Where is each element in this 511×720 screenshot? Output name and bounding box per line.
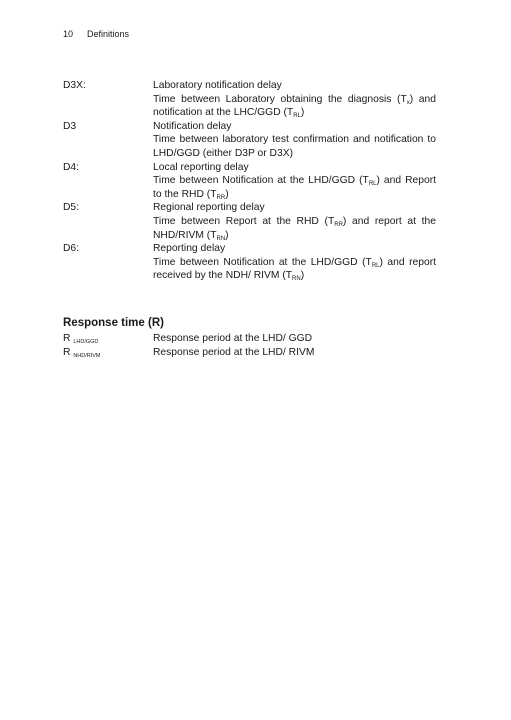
definition-explanation bbox=[153, 215, 436, 242]
response-time-list bbox=[63, 332, 436, 359]
definition-title: Reporting delay bbox=[153, 243, 226, 255]
explanation-text: Time between Report at the RHD (T bbox=[153, 215, 335, 227]
explanation-text: ) and report received by the NDH/ RIVM (T bbox=[153, 256, 436, 282]
subscript: RL bbox=[368, 181, 377, 188]
section-heading-response-time: Response time (R) bbox=[63, 317, 164, 329]
definition-term: D6: bbox=[63, 243, 80, 255]
definition-row bbox=[63, 201, 436, 242]
definition-explanation bbox=[153, 174, 436, 201]
definition-explanation bbox=[153, 256, 436, 283]
definition-explanation bbox=[153, 93, 436, 120]
definition-description bbox=[153, 201, 436, 242]
response-row bbox=[63, 332, 436, 346]
explanation-text: Time between Notification at the LHD/GGD (T bbox=[153, 256, 372, 268]
symbol-letter: R bbox=[63, 333, 71, 344]
definition-term: D3 bbox=[63, 120, 77, 132]
response-row bbox=[63, 346, 436, 360]
definition-title: Laboratory notification delay bbox=[153, 80, 282, 91]
subscript: RN bbox=[216, 235, 226, 242]
definition-title: Local reporting delay bbox=[153, 161, 249, 173]
subscript: RL bbox=[371, 262, 380, 269]
definition-description bbox=[153, 161, 436, 202]
definition-title: Regional reporting delay bbox=[153, 202, 265, 214]
definition-term: D3X: bbox=[63, 80, 86, 91]
page-header bbox=[63, 29, 129, 39]
explanation-text: ) and notification at the LHC/GGD (T bbox=[153, 93, 436, 119]
definition-row bbox=[63, 242, 436, 283]
definition-row bbox=[63, 161, 436, 202]
definitions-list bbox=[63, 79, 436, 283]
explanation-text: Time between Laboratory obtaining the diagnosis (T bbox=[153, 93, 407, 105]
symbol-letter: R bbox=[63, 346, 71, 358]
definition-row bbox=[63, 79, 436, 120]
definition-description bbox=[153, 120, 436, 161]
explanation-text: ) bbox=[300, 107, 305, 119]
subscript: RN bbox=[292, 276, 301, 283]
explanation-text: Time between laboratory test confirmation and notification to LHD/GGD (either D3P or D3X) bbox=[153, 134, 436, 159]
subscript: RL bbox=[293, 113, 301, 120]
explanation-text: ) and Report to the RHD (T bbox=[153, 175, 436, 200]
symbol-subscript: NHD/RIVM bbox=[73, 352, 101, 359]
definition-term: D5: bbox=[63, 202, 80, 214]
definition-description bbox=[153, 242, 436, 283]
subscript: x bbox=[406, 99, 410, 106]
definition-title: Notification delay bbox=[153, 120, 232, 132]
explanation-text: ) bbox=[225, 188, 229, 200]
subscript: RR bbox=[216, 194, 226, 201]
response-symbol bbox=[63, 346, 153, 360]
explanation-text: ) and report at the NHD/RIVM (T bbox=[153, 215, 436, 241]
explanation-text: Time between Notification at the LHD/GGD (T bbox=[153, 175, 369, 187]
running-section-title: Definitions bbox=[87, 29, 130, 39]
definition-row bbox=[63, 120, 436, 161]
subscript: RR bbox=[334, 221, 343, 228]
response-description: Response period at the LHD/ GGD bbox=[153, 333, 313, 344]
response-symbol bbox=[63, 332, 153, 346]
response-description: Response period at the LHD/ RIVM bbox=[153, 346, 315, 358]
definition-term: D4: bbox=[63, 161, 80, 173]
explanation-text: ) bbox=[300, 270, 305, 282]
symbol-subscript: LHD/GGD bbox=[73, 339, 99, 345]
page-number: 10 bbox=[63, 29, 74, 39]
definition-description bbox=[153, 79, 436, 120]
definition-explanation bbox=[153, 133, 436, 160]
explanation-text: ) bbox=[225, 229, 229, 241]
